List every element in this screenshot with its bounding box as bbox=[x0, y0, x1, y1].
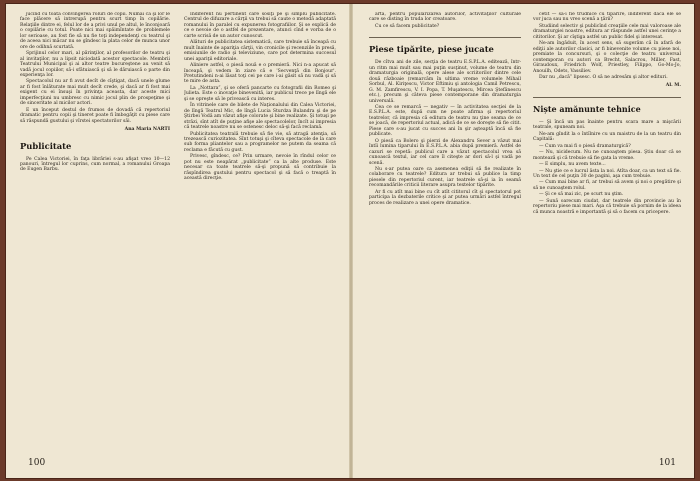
paragraph: E un început destul de frumos de dovadă că repertoriul dramatic pentru copii şi tineret poate fi îmbogăţit cu piese care să răspundă gustului şi vîrstei spectatorilor săi. bbox=[20, 107, 170, 124]
paragraph: — Şi încă un pas înainte pentru scara mare a mişcării teatrale, spuneam noi. bbox=[533, 119, 681, 131]
section-heading-publicitate: Publicitate bbox=[20, 140, 72, 151]
paragraph: Cea ce se remarcă — negativ — în activitatea secţiei de la E.S.P.L.A. este, după cum ne poate afirma şi repertoriul teatrelor, că impresia că editura de teatru nu ţine seama de ce se joacă, de repertoriul actual, adică de ce se doreşte să fie citit. Piese care s-au jucat cu succes ani în şir aşteaptă încă să fie publicate. bbox=[369, 104, 521, 138]
left-column-1 bbox=[20, 12, 170, 442]
paragraph: Studiind selectiv şi publicînd creaţiile cele mai valoroase ale dramaturgiei noastre, editura ar răspunde astfel unei cerinţe a cititorilor. Şi ar cîştiga astfel un public fidel şi interesat. bbox=[533, 23, 681, 40]
right-column-1 bbox=[369, 12, 521, 452]
paragraph: — Nu ştie ce e lucrul ăsta la noi. Atîta doar, ca un text să fie. Un text de cel puţin 30 de pagini, aşa cum trebuie. bbox=[533, 168, 681, 179]
paragraph: jucînd cu toată convingerea roluri de copii. Numai că şi lor le face plăcere să intrerupă pentru scurt timp în copilărie. Relaţiile dintre ei, felul lor de a privi unul pe altul, le înconjoară o copilărie cu totul. Poate nici mai spăimîntate de problemele lor serioase, au fost fie să nu fie toţi independenţi cu teatrul şi de aceea nici măcar nu se gîndesc la plata celor de munca unor ore de odihnă scurtată. bbox=[20, 12, 170, 50]
paragraph: — E simplu, nu avem texte... bbox=[539, 162, 606, 168]
paragraph: Ar fi cu atît mai bine cu cît atît cititorul cît şi spectatorul pot participa la dezbaterile critice şi ar putea urmări astfel întregul proces de realizare a unei opere dramatice. bbox=[369, 189, 521, 206]
section-heading-piese: Piese tipărite, piese jucate bbox=[369, 44, 494, 55]
paragraph: Nu s-ar putea oare ca asemenea ediţii să fie realizate în colaborare cu teatrele? Editura ar trebui să publice la timp piesele din repertoriul curent, iar teatrele să-şi ia în seamă recomandările criticii literare asupra textelor tipărite. bbox=[369, 166, 521, 189]
paragraph: arta, pentru popularizarea autorilor, activităţilor culturale care se disting în truda lor creatoare. bbox=[369, 12, 521, 23]
paragraph: Indiferent nu pertinent care sosiţi pe şi simplu publicitate. Centrul de difuzare a cărţii va trebui să caute o metodă adaptată romanului în paralel cu expunerea fotografiilor. Şi se explică de ce e nevoie de o astfel de prezentare, atunci cînd e vorba de o carte scrisă de un autor cunoscut. bbox=[184, 12, 336, 39]
book-spread bbox=[6, 4, 694, 478]
section-divider bbox=[533, 97, 681, 98]
paragraph: La „Nottara”, şi se oferă pancarte cu fotografii din Romeo şi Julieta. Este o inovaţie binevenită, iar publicul trece pe lîngă ele şi se opreşte să le privească cu interes. bbox=[184, 85, 336, 102]
section-heading-amanunte: Niște amănunte tehnice bbox=[533, 103, 641, 114]
left-column-2 bbox=[184, 12, 336, 442]
paragraph: În vitrinele care de bilete de Naţionalului din Calea Victoriei, de lîngă Teatrul Mic, de lîngă Lucia Sturdza Bulandra şi de pe Ştirbei Vodă am văzut afişe colorate şi bine realizate. Şi totuşi pe străzi, sînt atît de puţine afişe ale spectacolelor, încît ai impresia că teatrele noastre nu se ostenesc deloc să-şi facă reclamă. bbox=[184, 103, 336, 131]
right-page bbox=[353, 4, 694, 478]
paragraph: cetit — să-i fie trudnice cu tiparire, indiferent dacă ele se vor juca sau nu vreo scenă a ţării? bbox=[533, 12, 681, 23]
page-number-right: 101 bbox=[658, 458, 676, 468]
paragraph: Dar nu „dacă” lipsesc. O să ne adresăm şi altor edituri. bbox=[539, 74, 668, 80]
paragraph: Cu ce să facem publicitate? bbox=[375, 23, 440, 29]
paragraph: Alături de publicitatea sistematică, care trebuie să înceapă cu mult înainte de apariţia cărţii, vin cronicile şi recenziile în presă, emisiunile de radio şi televiziune, care pot determina succesul unei apariţii editoriale. bbox=[184, 40, 336, 62]
left-page bbox=[6, 4, 349, 478]
paragraph: Ne-am îngăduit, în acest sens, să sugerăm că în afară de ediţii ale autorilor clasici, ar fi binevenite volume cu piese noi, premiate la concursuri, şi o colecţie de teatru universal contemporan cu autori ca Brecht, Salacrou, Miller, Fast, Giraudoux, Friedrich Wolf, Priestley, Filippo, Go-Mo-Jo, Anouilh, Odets, Vassiliev. bbox=[533, 41, 681, 74]
paragraph: — Nu, nicidecum. Nu ne cunoaştem piesa. Ştiu doar că se montează şi că trebuie să fie gata la vreme. bbox=[533, 150, 681, 161]
right-column-2 bbox=[533, 12, 681, 452]
paragraph: Pe Calea Victoriei, în faţa librăriei s-au afişat vreo 10—12 panouri, întregul lor cuprins, cum normal, a romanului Groapa de Eugen Barbu. bbox=[20, 156, 170, 173]
author-signature: Al. M. bbox=[665, 83, 681, 89]
section-divider bbox=[369, 37, 521, 38]
paragraph: Spectacolul nu ar fi avut decît de cîştigat, dacă unele glume ar fi fost înlăturate mai mult decît crede, şi dacă ar fi fost mai exigent cu ei însuşi în privinţa aceasta, dar aceste mici imperfecţiuni nu umbresc cu nimic jocul plin de prospeţime şi de sinceritate al micilor actori. bbox=[20, 79, 170, 107]
page-number-left: 100 bbox=[28, 458, 46, 468]
paragraph: Ne-am gîndit la o întîlnire cu un maistru de la un teatru din Capitală: bbox=[533, 131, 681, 143]
paragraph: — Cum mai bine ar fi, ar trebui să avem şi noi o pregătire şi să ne cunoaştem rolul. bbox=[533, 180, 681, 191]
paragraph: Publicitatea teatrală trebuie să fie vie, să atragă atenţia, să trezească curiozitatea. Sînt totuşi şi cîteva spectacole de la care sub forma pliantelor sau a programelor ne putem da seama că reclama e făcută cu gust. bbox=[184, 131, 336, 153]
paragraph: O piesă ca Bolero şi pierzi de Alexandru Sever a văzut mai întîi lumina tiparului în E.S.P.L.A. abia după premieră. Astfel de cazuri se repetă: publicul care a văzut spectacolul vrea să cunoască textul, iar cel care îl citeşte ar dori să-l şi vadă pe scenă. bbox=[369, 138, 521, 166]
paragraph: Aliniere astfel, o piesă nouă e o premieră. Nici n-a apucat să înceapă, şi vedem în ziare că e 'Secvenţă din Bonjour'. Pretutindeni n-ai lăsat toţi cei pe care i-ai găsit să nu vadă şi să te mire de asta. bbox=[184, 63, 336, 85]
paragraph: Privesc, gîndesc, ce? Prin urmare, nevoie în rîndul celor ce pot nu este neapărat „publicitate” ca la alte produse. Este necesar ca toate teatrele să-şi propună să contribuie la răspîndirea gustului pentru spectacol şi să facă o treaptă în această direcţie. bbox=[184, 154, 336, 182]
paragraph: — Şi ce să mai zic, pe scurt nu ştim. bbox=[539, 192, 624, 198]
paragraph: De cîtva ani de zile, secţia de teatru E.S.P.L.A. editează, într-un ritm mai mult sau mai puţin susţinut, volume de teatru din dramaturgia originală, opere alese ale scriitorilor dintre cele două războaie (remarcăm în ultima vreme volumele Mihail Sorbul, Al. Kiriţescu, Victor Eftimiu şi antologia Camil Petrescu, G. M. Zamfirescu, V. I. Popa, T. Muşatescu, Mircea Ştefănescu etc.), precum şi câteva piese contemporane din dramaturgia universală. bbox=[369, 60, 521, 104]
paragraph: — Sună oarecum ciudat, dar teatrele din provincie au în repertoriu piese mai mari. Aşa că trebuie să pornim de la ideea că munca noastră e importantă şi să o facem cu pricepere. bbox=[533, 198, 681, 215]
paragraph: — Cum va mai fi o piesă dramaturgică? bbox=[539, 143, 631, 149]
author-signature: Ana Maria NARTI bbox=[124, 127, 170, 133]
paragraph: Sprijinul celor mari, al părinţilor, al profesorilor de teatru şi al invitaţilor, nu a lipsit niciodată acestor spectacole. Membrii Teatrului Municipal şi ai altor teatre bucureştene au venit să vadă jocul copiilor, să-i sfătuiască şi să le dăruiască o parte din experienţa lor. bbox=[20, 51, 170, 78]
